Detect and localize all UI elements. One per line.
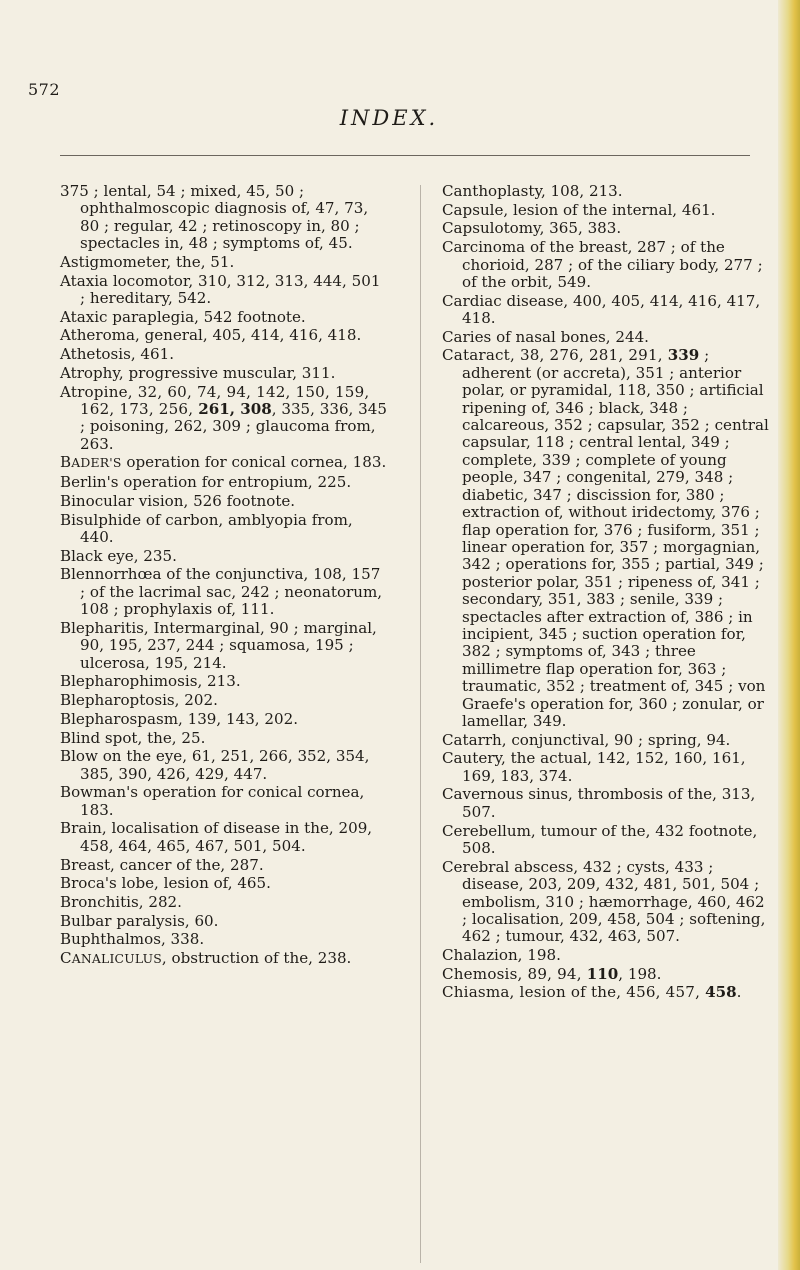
page-edge-gilding	[778, 0, 800, 1270]
index-entry	[442, 347, 772, 730]
header-rule	[60, 155, 750, 156]
index-entry-bold: 458	[705, 983, 737, 1002]
index-entry: Atheroma, general, 405, 414, 416, 418.	[60, 326, 362, 345]
index-entry-post: , obstruction of the, 238.	[161, 949, 352, 968]
index-entry: Catarrh, conjunctival, 90 ; spring, 94.	[442, 730, 731, 749]
index-entry: Blind spot, the, 25.	[60, 728, 206, 747]
index-entry	[60, 454, 390, 472]
index-entry: Blepharophimosis, 213.	[60, 672, 241, 691]
index-column-left	[60, 183, 390, 970]
page-title: INDEX.	[339, 106, 439, 130]
index-entry: Cautery, the actual, 142, 152, 160, 161, 169, 183, 374.	[442, 749, 746, 785]
index-entry: Bulbar paralysis, 60.	[60, 911, 219, 930]
index-entry-sc: ANALICULUS	[71, 952, 162, 967]
index-entry: Bronchitis, 282.	[60, 892, 182, 911]
index-entry: Canthoplasty, 108, 213.	[442, 182, 623, 200]
index-entry: Ataxic paraplegia, 542 footnote.	[60, 307, 306, 326]
index-entry: Blow on the eye, 61, 251, 266, 352, 354, 385, 390, 426, 429, 447.	[60, 747, 370, 783]
index-entry-bold: 110	[586, 964, 619, 983]
index-entry: Blepharitis, Intermarginal, 90 ; marginal, 90, 195, 237, 244 ; squamosa, 195 ; ulcerosa, 195, 214.	[60, 618, 377, 672]
index-entry: Cerebellum, tumour of the, 432 footnote, 508.	[442, 821, 758, 857]
index-entry: Blepharoptosis, 202.	[60, 691, 218, 710]
index-entry: Blennorrhœa of the conjunctiva, 108, 157 ; of the lacrimal sac, 242 ; neonatorum, 108 ; prophylaxis of, 111.	[60, 565, 383, 619]
index-entry: Bisulphide of carbon, amblyopia from, 440.	[60, 510, 353, 546]
index-entry: Ataxia locomotor, 310, 312, 313, 444, 501 ; hereditary, 542.	[60, 271, 381, 308]
index-entry-post: , 335, 336, 345 ; poisoning, 262, 309 ; glaucoma from, 263.	[80, 399, 387, 453]
page-number: 572	[28, 80, 61, 99]
index-entry-sc: ADER'S	[71, 456, 122, 471]
index-entry: Athetosis, 461.	[60, 345, 175, 364]
index-entry: Atrophy, progressive muscular, 311.	[60, 363, 336, 382]
index-entry: Berlin's operation for entropium, 225.	[60, 473, 352, 492]
index-entry	[60, 950, 390, 968]
index-entry-bold: 261, 308	[198, 399, 272, 418]
index-entry	[60, 384, 390, 454]
index-entry	[442, 984, 772, 1001]
index-entry: Black eye, 235.	[60, 546, 177, 565]
index-entry-post: operation for conical cornea, 183.	[121, 453, 387, 472]
index-entry: Broca's lobe, lesion of, 465.	[60, 874, 271, 893]
index-entry: Carcinoma of the breast, 287 ; of the chorioid, 287 ; of the ciliary body, 277 ; of the orbit, 549.	[442, 238, 763, 291]
index-column-right	[442, 183, 772, 1003]
index-entry: Cerebral abscess, 432 ; cysts, 433 ; disease, 203, 209, 432, 481, 501, 504 ; embolism, 310 ; hæmorrhage, 460, 462 ; localisation, 209, 458, 504 ; softening, 462 ; tumour, 432, 463, 507.	[442, 857, 766, 946]
index-entry-pre: C	[60, 949, 72, 968]
index-entry	[442, 966, 772, 983]
index-entry: Capsulotomy, 365, 383.	[442, 219, 622, 238]
index-entry: Cardiac disease, 400, 405, 414, 416, 417, 418.	[442, 291, 761, 328]
index-entry: Chalazion, 198.	[442, 946, 561, 965]
index-entry: Astigmometer, the, 51.	[60, 252, 235, 271]
index-entry-pre: Chemosis, 89, 94,	[442, 964, 587, 983]
column-divider	[420, 185, 421, 1263]
index-entry: Brain, localisation of disease in the, 209, 458, 464, 465, 467, 501, 504.	[60, 819, 373, 855]
index-entry-pre: Chiasma, lesion of the, 456, 457,	[442, 983, 706, 1002]
index-entry: Buphthalmos, 338.	[60, 930, 205, 949]
index-entry: Blepharospasm, 139, 143, 202.	[60, 709, 299, 728]
index-entry-pre: Cataract, 38, 276, 281, 291,	[442, 346, 668, 365]
index-entry: Cavernous sinus, thrombosis of the, 313, 507.	[442, 785, 756, 821]
index-entry: Capsule, lesion of the internal, 461.	[442, 200, 716, 219]
index-entry: Breast, cancer of the, 287.	[60, 855, 264, 874]
index-entry: Caries of nasal bones, 244.	[442, 327, 649, 346]
index-entry: Bowman's operation for conical cornea, 183.	[60, 783, 365, 819]
index-entry-post: , 198.	[618, 964, 662, 983]
index-entry-post: .	[736, 983, 742, 1002]
index-entry-pre: Atropine, 32, 60, 74, 94, 142, 150, 159, 162, 173, 256,	[60, 382, 370, 418]
index-entry: 375 ; lental, 54 ; mixed, 45, 50 ; ophthalmoscopic diagnosis of, 47, 73, 80 ; regular, 42 ; retinoscopy in, 80 ; spectacles in, 48 ; symptoms of, 45.	[60, 182, 369, 253]
index-entry: Binocular vision, 526 footnote.	[60, 491, 296, 510]
index-entry-bold: 339	[667, 346, 700, 365]
index-entry-post: ; adherent (or accreta), 351 ; anterior polar, or pyramidal, 118, 350 ; artificial ripening of, 346 ; black, 348 ; calcareous, 352 ; capsular, 352 ; central capsular, 118 ; central lental, 349 ; complete, 339 ; complete of young people, 347 ; congenital, 279, 348 ; diabetic, 347 ; discission for, 380 ; extraction of, without iridectomy, 376 ; flap operation for, 376 ; fusiform, 351 ; linear operation for, 357 ; morgagnian, 342 ; operations for, 355 ; partial, 349 ; posterior polar, 351 ; ripeness of, 341 ; secondary, 351, 383 ; senile, 339 ; spectacles after extraction of, 386 ; in incipient, 345 ; suction operation for, 382 ; symptoms of, 343 ; three millimetre flap operation for, 363 ; traumatic, 352 ; treatment of, 345 ; von Graefe's operation for, 360 ; zonular, or lamellar, 349.	[462, 346, 769, 730]
index-entry-pre: B	[60, 453, 72, 472]
